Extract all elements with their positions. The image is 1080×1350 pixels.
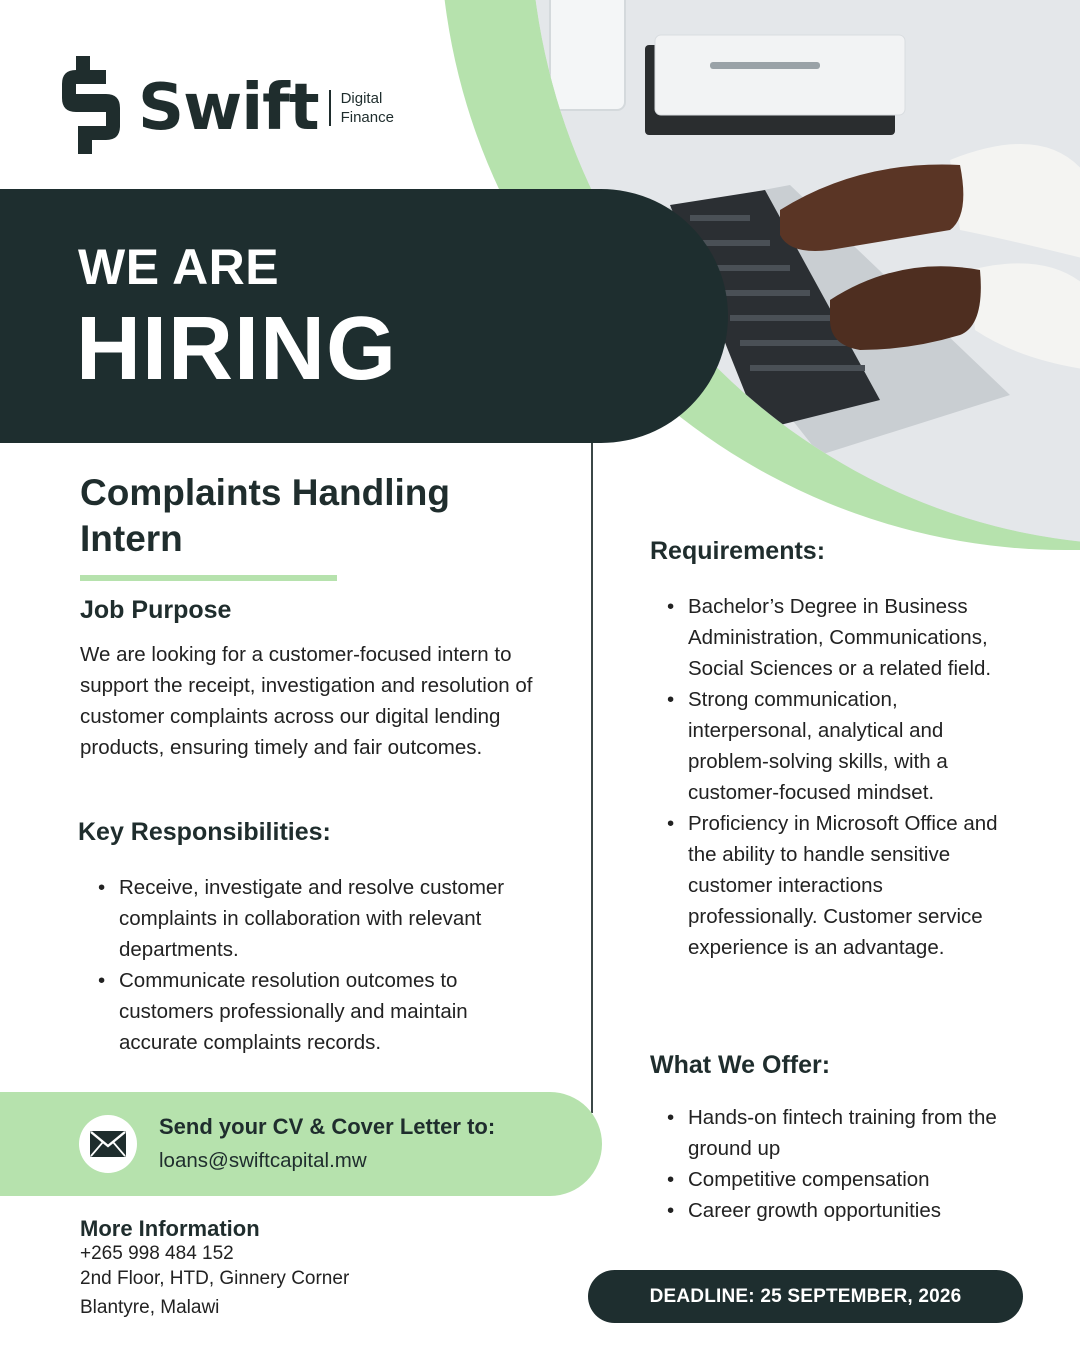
responsibilities-list	[98, 872, 548, 1058]
responsibility-item: • Receive, investigate and resolve customer complaints in collaboration with relevant departments.	[98, 872, 548, 965]
responsibilities-heading: Key Responsibilities:	[78, 818, 331, 846]
contact-address-line1: 2nd Floor, HTD, Ginnery Corner	[80, 1268, 350, 1289]
column-divider	[591, 443, 593, 1113]
envelope-icon	[79, 1115, 137, 1173]
job-purpose-text: We are looking for a customer-focused intern to support the receipt, investigation and resolution of customer complaints across our digital lending products, ensuring timely and fair outcomes.	[80, 643, 533, 759]
more-info-heading: More Information	[80, 1216, 260, 1241]
requirement-item: • Strong communication, interpersonal, analytical and problem-solving skills, with a customer-focused mindset.	[667, 684, 1012, 808]
title-underline	[80, 575, 337, 581]
offer-item: • Career growth opportunities	[667, 1195, 1012, 1226]
brand-subtitle	[341, 89, 394, 127]
deadline-badge: DEADLINE: 25 SEPTEMBER, 2026	[588, 1270, 1023, 1323]
apply-instruction: Send your CV & Cover Letter to:	[159, 1114, 496, 1139]
apply-email-link[interactable]: loans@swiftcapital.mw	[159, 1149, 367, 1172]
job-title: Complaints Handling Intern	[80, 472, 450, 559]
offer-heading: What We Offer:	[650, 1051, 831, 1079]
banner-we-are: WE ARE	[78, 239, 280, 295]
brand-sub-line1: Digital	[340, 90, 383, 107]
requirement-item: • Proficiency in Microsoft Office and the ability to handle sensitive customer interactions professionally. Customer service experience is an advantage.	[667, 808, 1012, 963]
swift-logo	[56, 56, 394, 160]
brand-separator	[329, 90, 331, 126]
contact-phone[interactable]: +265 998 484 152	[80, 1243, 234, 1264]
banner-hiring: HIRING	[76, 299, 397, 399]
responsibility-item: • Communicate resolution outcomes to customers professionally and maintain accurate complaints records.	[98, 965, 548, 1058]
swift-logo-icon	[56, 56, 120, 160]
brand-sub-line2: Finance	[340, 109, 394, 126]
contact-address-line2: Blantyre, Malawi	[80, 1297, 220, 1318]
requirements-list	[667, 591, 1012, 963]
brand-name: Swift	[138, 71, 319, 145]
requirements-heading: Requirements:	[650, 537, 826, 565]
requirement-item: • Bachelor’s Degree in Business Administration, Communications, Social Sciences or a related field.	[667, 591, 1012, 684]
offer-item: • Hands-on fintech training from the ground up	[667, 1102, 1012, 1164]
job-purpose-heading: Job Purpose	[80, 596, 232, 624]
offer-item: • Competitive compensation	[667, 1164, 1012, 1195]
offer-list	[667, 1102, 1012, 1226]
